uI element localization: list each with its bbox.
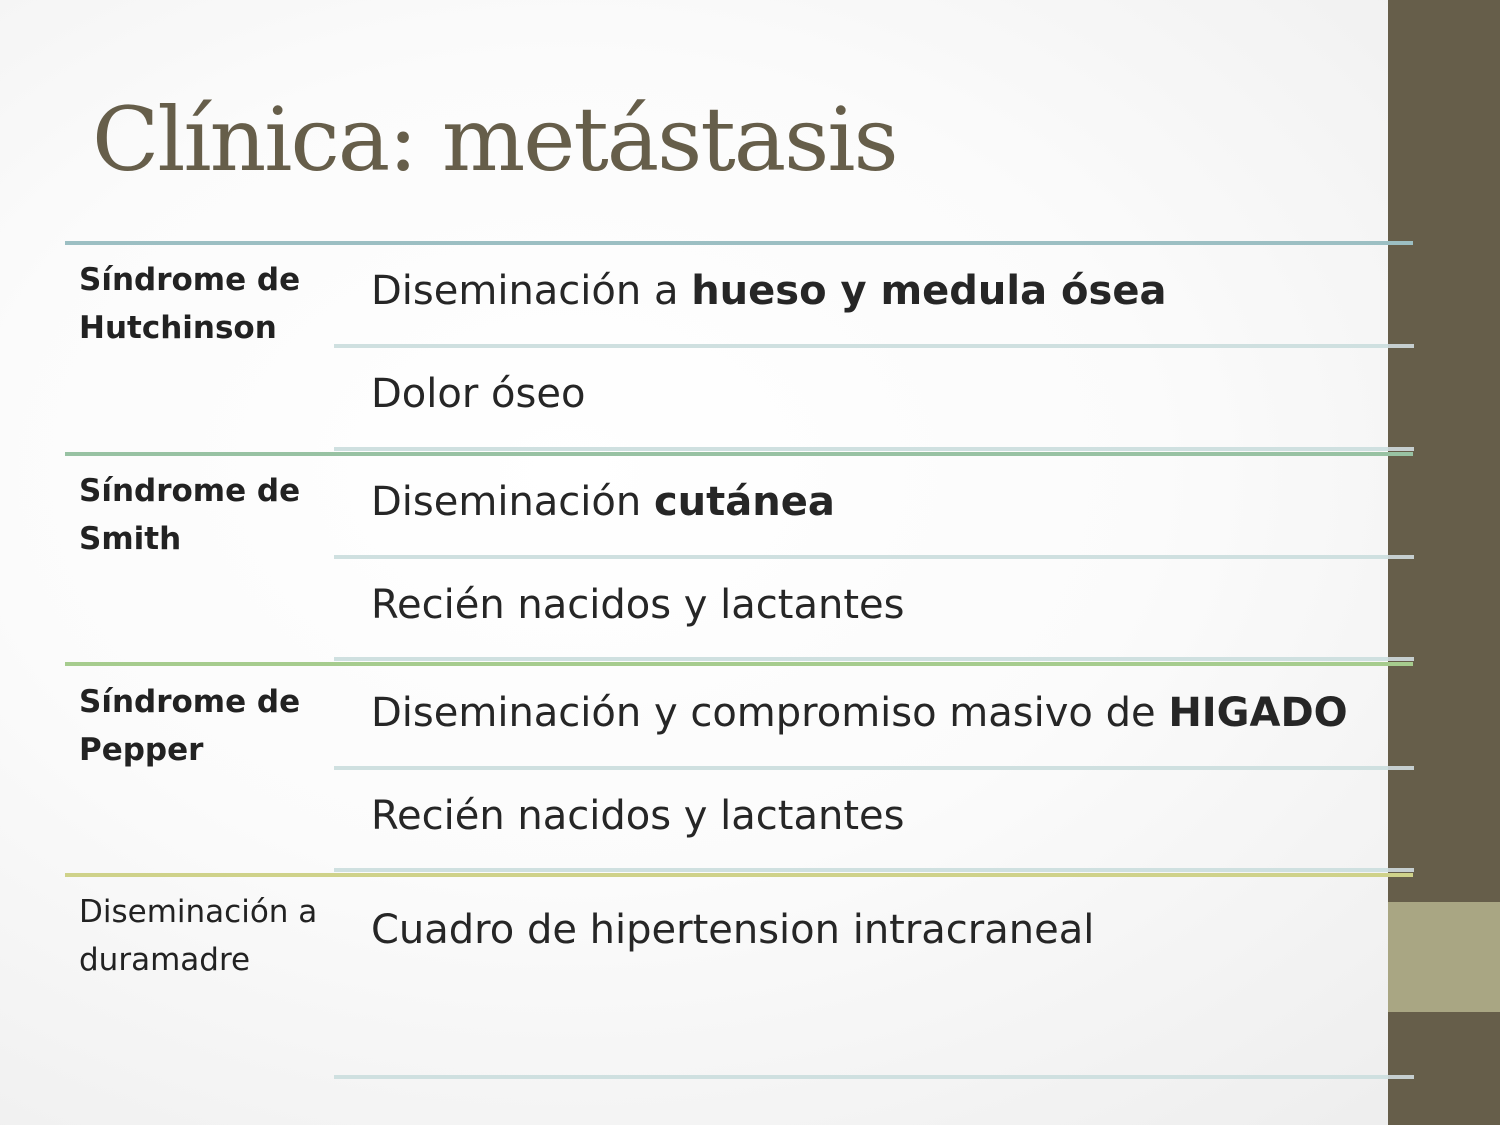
group-divider bbox=[65, 662, 1413, 666]
row-item bbox=[371, 906, 1386, 954]
row-item bbox=[371, 689, 1386, 737]
row-item-text: Dolor óseo bbox=[371, 371, 586, 417]
row-item-bold: HIGADO bbox=[1168, 690, 1348, 736]
row-divider bbox=[334, 766, 1388, 770]
row-item bbox=[371, 792, 1386, 840]
row-divider bbox=[334, 657, 1388, 661]
row-item bbox=[371, 267, 1386, 315]
row-divider bbox=[334, 868, 1388, 872]
sidebar-tick bbox=[1388, 1075, 1414, 1079]
sidebar-tick bbox=[1388, 657, 1414, 661]
row-divider bbox=[334, 447, 1388, 451]
row-item bbox=[371, 581, 1386, 629]
row-item-bold: hueso y medula ósea bbox=[691, 268, 1167, 314]
row-divider bbox=[334, 555, 1388, 559]
row-divider bbox=[334, 1075, 1388, 1079]
sidebar-tick bbox=[1388, 447, 1414, 451]
row-item-bold: cutánea bbox=[653, 479, 835, 525]
group-divider bbox=[65, 873, 1413, 877]
sidebar-tick bbox=[1388, 868, 1414, 872]
sidebar-tick bbox=[1388, 766, 1414, 770]
group-label-pepper: Síndrome de Pepper bbox=[79, 684, 301, 768]
group-label-smith: Síndrome de Smith bbox=[79, 473, 301, 557]
row-item bbox=[371, 370, 1386, 418]
row-divider bbox=[334, 344, 1388, 348]
row-item-text: Diseminación bbox=[371, 479, 654, 525]
group-label-duramadre: Diseminación a duramadre bbox=[79, 894, 318, 978]
sidebar-accent-block bbox=[1388, 902, 1500, 1012]
group-divider bbox=[65, 241, 1413, 245]
row-item-text: Recién nacidos y lactantes bbox=[371, 793, 905, 839]
group-divider bbox=[65, 452, 1413, 456]
slide-title: Clínica: metástasis bbox=[92, 88, 897, 191]
row-item bbox=[371, 478, 1386, 526]
group-label-hutchinson: Síndrome de Hutchinson bbox=[79, 262, 301, 346]
row-item-text: Diseminación a bbox=[371, 268, 692, 314]
sidebar-tick bbox=[1388, 344, 1414, 348]
row-item-text: Diseminación y compromiso masivo de bbox=[371, 690, 1169, 736]
row-item-text: Cuadro de hipertension intracraneal bbox=[371, 907, 1095, 953]
row-item-text: Recién nacidos y lactantes bbox=[371, 582, 905, 628]
sidebar-tick bbox=[1388, 555, 1414, 559]
